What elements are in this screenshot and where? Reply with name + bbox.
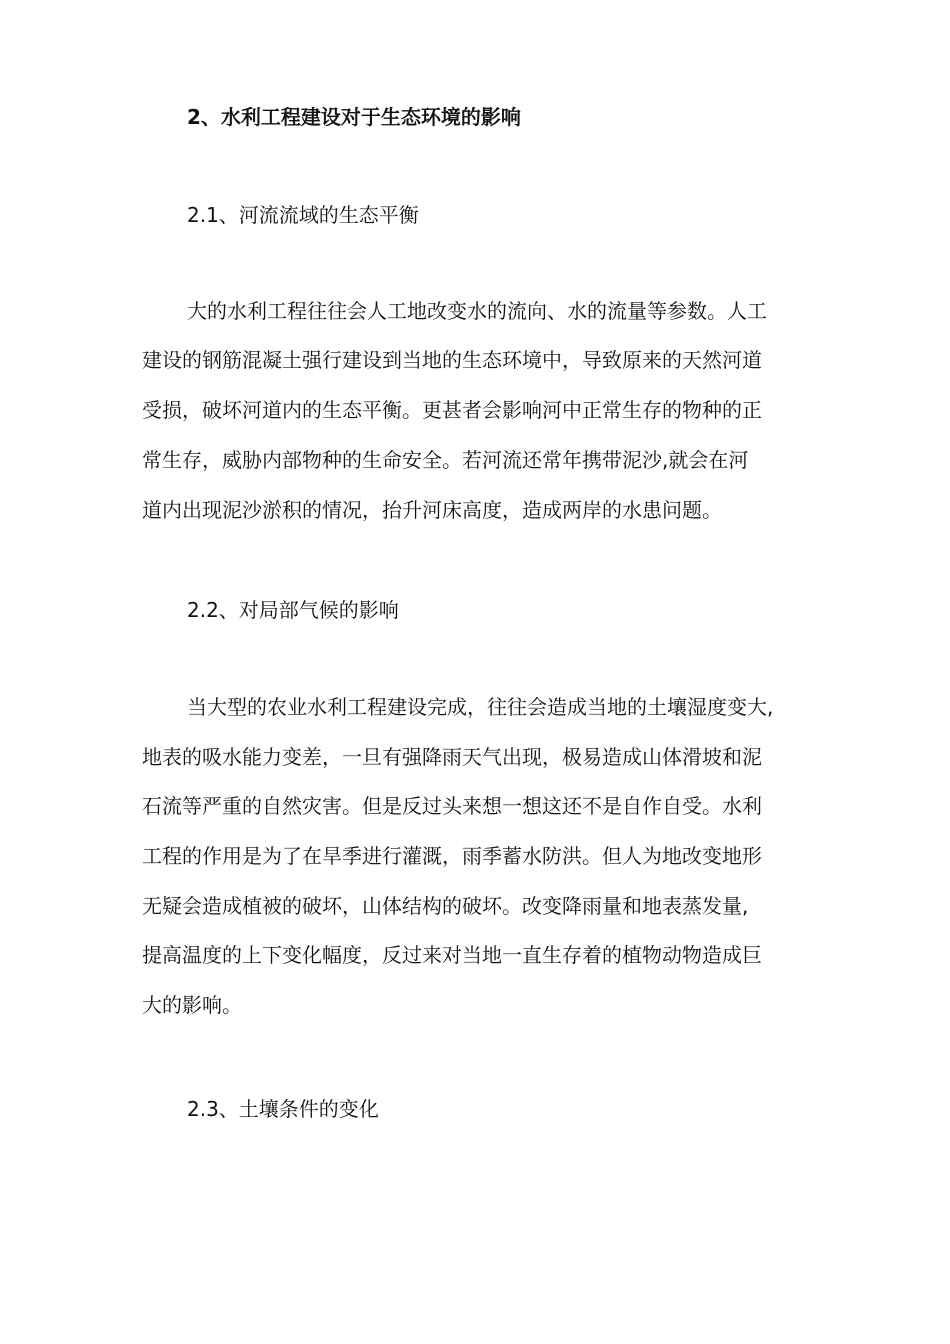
paragraph-line: 当大型的农业水利工程建设完成，往往会造成当地的土壤湿度变大, — [187, 695, 774, 719]
paragraph-line: 石流等严重的自然灾害。但是反过头来想一想这还不是自作自受。水利 — [142, 794, 762, 818]
section-title-2-3: 2.3、土壤条件的变化 — [187, 1097, 379, 1121]
paragraph-line: 工程的作用是为了在旱季进行灌溉，雨季蓄水防洪。但人为地改变地形 — [142, 844, 762, 868]
paragraph-line: 常生存，威胁内部物种的生命安全。若河流还常年携带泥沙,就会在河 — [142, 448, 749, 472]
paragraph-line: 建设的钢筋混凝土强行建设到当地的生态环境中，导致原来的天然河道 — [142, 348, 762, 372]
section-title-2-2: 2.2、对局部气候的影响 — [187, 598, 399, 622]
paragraph-line: 无疑会造成植被的破坏，山体结构的破坏。改变降雨量和地表蒸发量, — [142, 894, 749, 918]
paragraph-line: 道内出现泥沙淤积的情况，抬升河床高度，造成两岸的水患问题。 — [142, 498, 722, 522]
paragraph-line: 提高温度的上下变化幅度，反过来对当地一直生存着的植物动物造成巨 — [142, 943, 762, 967]
paragraph-line: 地表的吸水能力变差，一旦有强降雨天气出现，极易造成山体滑坡和泥 — [142, 745, 762, 769]
paragraph-line: 受损，破坏河道内的生态平衡。更甚者会影响河中正常生存的物种的正 — [142, 398, 762, 422]
paragraph-line: 大的水利工程往往会人工地改变水的流向、水的流量等参数。人工 — [187, 299, 767, 323]
paragraph-line: 大的影响。 — [142, 993, 242, 1017]
section-heading-2: 2、水利工程建设对于生态环境的影响 — [187, 105, 521, 129]
section-title-2-1: 2.1、河流流域的生态平衡 — [187, 203, 419, 227]
